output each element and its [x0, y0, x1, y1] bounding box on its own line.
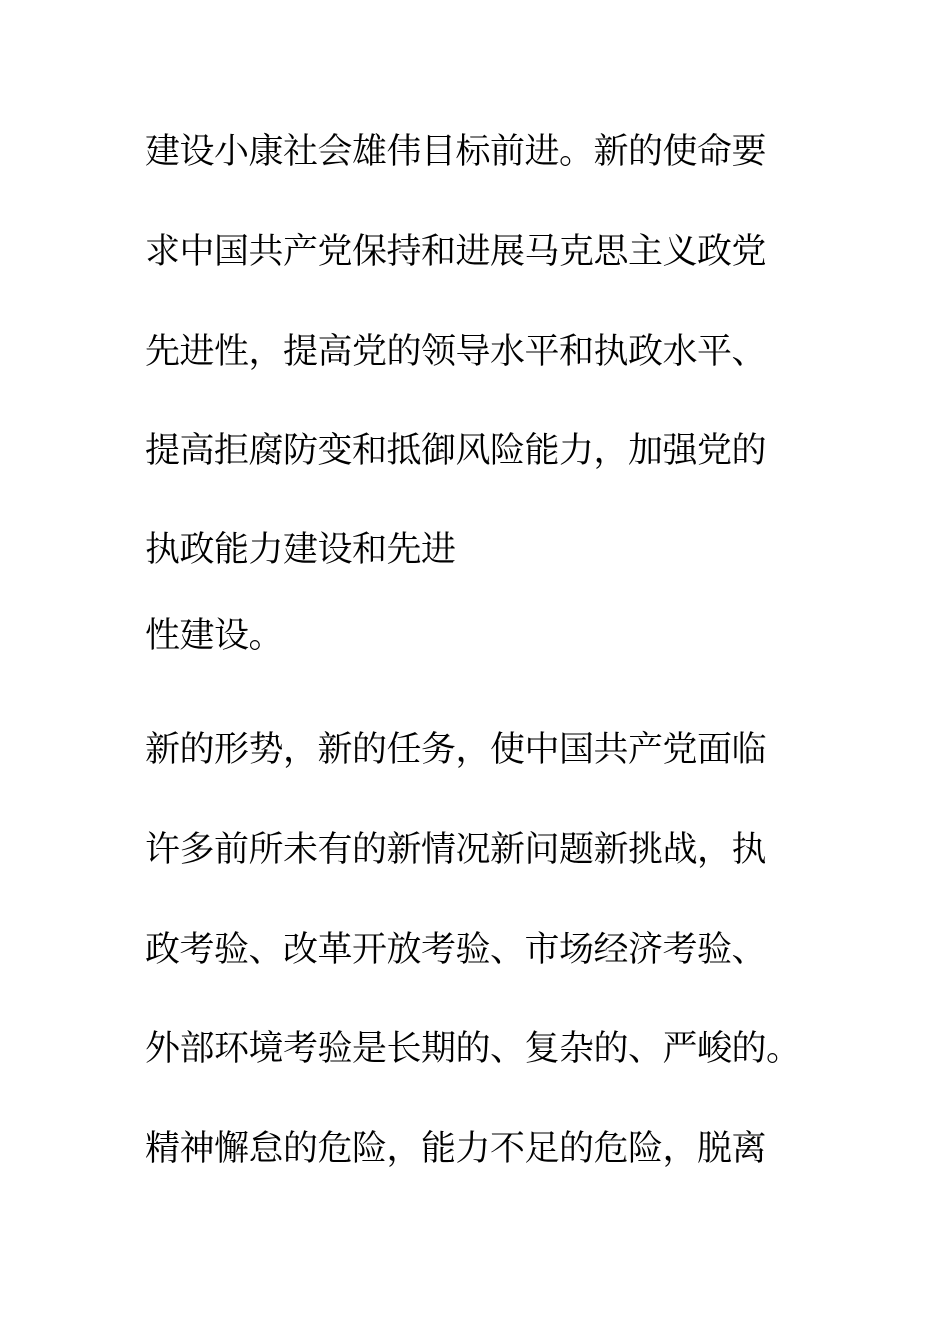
- text-line: 求中国共产党保持和进展马克思主义政党: [145, 232, 767, 272]
- text-line: 精神懈怠的危险，能力不足的危险，脱离: [145, 1129, 767, 1169]
- text-line: 外部环境考验是长期的、复杂的、严峻的。: [145, 1029, 801, 1069]
- text-line: 许多前所未有的新情况新问题新挑战，执: [145, 830, 767, 870]
- text-line: 执政能力建设和先进: [145, 530, 456, 570]
- text-line: 提高拒腐防变和抵御风险能力，加强党的: [145, 431, 767, 471]
- text-line: 新的形势，新的任务，使中国共产党面临: [145, 730, 767, 770]
- text-line: 性建设。: [145, 616, 284, 656]
- text-line: 建设小康社会雄伟目标前进。新的使命要: [145, 132, 767, 172]
- text-line: 政考验、改革开放考验、市场经济考验、: [145, 930, 767, 970]
- text-line: 先进性，提高党的领导水平和执政水平、: [145, 332, 767, 372]
